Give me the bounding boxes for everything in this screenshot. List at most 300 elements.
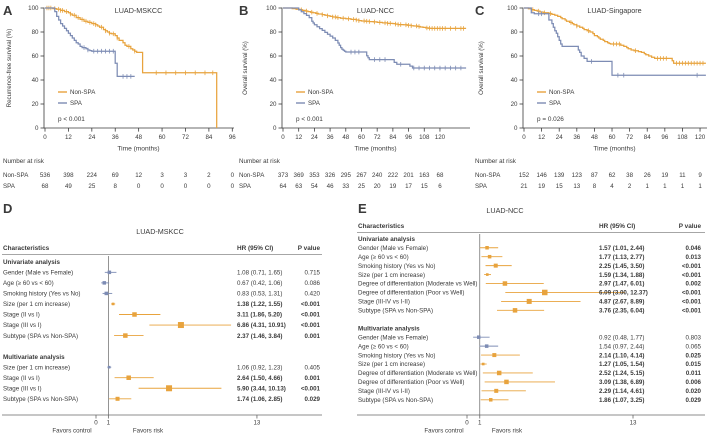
p-value-text: 0.015 (685, 361, 701, 369)
x-tick-label: 96 (405, 134, 413, 141)
x-tick-label: 108 (677, 134, 688, 141)
x-tick-label: 24 (555, 134, 563, 141)
x-tick-label: 36 (326, 134, 334, 141)
forest-panel-D (0, 198, 354, 437)
forest-row (358, 397, 702, 404)
hr-marker (166, 385, 172, 391)
hr-marker (527, 299, 532, 304)
p-value-text: 0.020 (685, 388, 701, 396)
y-axis-label: Overall survival (%) (478, 41, 485, 95)
y-tick-label: 60 (269, 53, 277, 61)
hr-marker (178, 322, 184, 328)
forest-row-label: Degree of differentiation (Poor vs Well) (358, 379, 465, 387)
forest-row-label: Age (≥ 60 vs < 60) (3, 280, 54, 288)
km-panel-C (472, 0, 709, 198)
hr-ci-text: 2.14 (1.10, 4.14) (599, 352, 645, 360)
hr-ci-text: 2.64 (1.50, 4.66) (237, 374, 283, 382)
forest-axis-tick-label: 1 (106, 419, 111, 427)
risk-count: 2 (207, 172, 211, 179)
km-curve-non-spa (45, 8, 217, 128)
p-value-text: 0.029 (685, 397, 701, 404)
risk-count: 536 (39, 172, 51, 179)
risk-count: 123 (571, 172, 582, 179)
risk-count: 8 (113, 183, 117, 190)
risk-count: 222 (387, 172, 399, 179)
hr-marker (492, 353, 496, 357)
hr-marker (488, 255, 492, 259)
risk-count: 20 (373, 183, 381, 190)
hr-ci-text: 0.83 (0.53, 1.31) (237, 290, 283, 298)
hr-ci-text: 2.37 (1.46, 3.84) (237, 332, 283, 340)
y-tick-label: 80 (31, 29, 39, 37)
risk-row-label: SPA (3, 183, 15, 190)
p-value: p = 0.026 (537, 116, 564, 123)
x-tick-label: 84 (643, 134, 651, 141)
risk-count: 224 (86, 172, 97, 179)
p-value-text: 0.046 (685, 244, 701, 252)
risk-count: 267 (356, 172, 367, 179)
p-value-text: <0.001 (300, 301, 320, 309)
risk-count: 68 (41, 183, 49, 190)
forest-row (3, 291, 321, 298)
hr-ci-text: 0.92 (0.48, 1.77) (599, 334, 645, 342)
legend-label: SPA (308, 100, 320, 107)
forest-row (358, 281, 702, 288)
y-tick-label: 60 (510, 53, 518, 61)
hr-marker (116, 397, 120, 401)
risk-count: 9 (698, 172, 702, 179)
col-header-characteristics: Characteristics (3, 245, 50, 252)
hr-marker (123, 333, 128, 338)
hr-ci-text: 1.06 (0.92, 1.23) (237, 364, 283, 372)
km-curve-spa (524, 8, 706, 75)
hr-ci-text: 1.59 (1.34, 1.88) (599, 271, 645, 279)
p-value-text: 0.086 (304, 280, 320, 288)
y-tick-label: 60 (31, 53, 39, 61)
hr-marker (108, 271, 112, 275)
risk-count: 19 (661, 172, 669, 179)
y-axis-label: Overall survival (%) (242, 41, 249, 95)
risk-count: 25 (88, 183, 96, 190)
hr-ci-text: 1.77 (1.13, 2.77) (599, 253, 645, 261)
hr-marker (497, 371, 502, 376)
forest-row-label: Stage (III-IV vs I-II) (358, 298, 410, 306)
forest-row (358, 263, 702, 270)
x-axis-label: Time (months) (593, 145, 636, 153)
risk-count: 240 (372, 172, 383, 179)
forest-panels-row (0, 198, 709, 437)
hr-ci-text: 1.38 (1.22, 1.55) (237, 301, 283, 309)
forest-row (3, 322, 321, 329)
forest-row-label: Stage (II vs I) (3, 374, 40, 382)
panel-title: LUAD-NCC (486, 206, 524, 215)
p-value-text: 0.029 (304, 396, 320, 403)
forest-row (3, 301, 321, 308)
risk-row-label: SPA (239, 183, 251, 190)
hr-marker (494, 389, 498, 393)
risk-count: 46 (326, 183, 334, 190)
risk-count: 19 (389, 183, 397, 190)
x-tick-label: 12 (64, 134, 72, 141)
panel-title: LUAD-Singapore (587, 6, 642, 15)
risk-count: 69 (111, 172, 119, 179)
risk-count: 12 (135, 172, 143, 179)
panel-letter: D (3, 201, 13, 216)
risk-count: 398 (63, 172, 74, 179)
risk-count: 3 (183, 172, 188, 179)
forest-row (3, 270, 321, 277)
risk-count: 13 (573, 183, 581, 190)
forest-row (358, 272, 702, 279)
x-axis-label: Time (months) (354, 145, 397, 153)
risk-count: 64 (279, 183, 287, 190)
x-tick-label: 0 (43, 134, 47, 141)
forest-row-label: Stage (II vs I) (3, 311, 40, 319)
risk-count: 38 (626, 172, 634, 179)
hr-ci-text: 4.87 (2.67, 8.89) (599, 298, 645, 306)
forest-row-label: Stage (III vs I) (3, 385, 42, 393)
panel-title: LUAD-MSKCC (114, 6, 163, 15)
risk-count: 369 (293, 172, 304, 179)
risk-count: 146 (536, 172, 547, 179)
forest-section-heading: Univariate analysis (3, 259, 61, 266)
hr-marker (503, 281, 508, 286)
hr-ci-text: 1.57 (1.01, 2.44) (599, 244, 645, 252)
favors-risk-label: Favors risk (491, 427, 523, 435)
km-curve-non-spa (524, 8, 706, 63)
forest-row (358, 290, 702, 297)
risk-count: 54 (310, 183, 318, 190)
y-tick-label: 20 (269, 101, 277, 109)
forest-row-label: Subtype (SPA vs Non-SPA) (358, 397, 434, 404)
y-axis-label: Recurrence-free survival (%) (6, 28, 13, 108)
risk-row-label: Non-SPA (3, 172, 29, 179)
legend-label: SPA (549, 100, 561, 107)
hr-ci-text: 1.08 (0.71, 1.65) (237, 269, 283, 277)
risk-count: 163 (419, 172, 430, 179)
risk-count: 295 (340, 172, 351, 179)
x-tick-label: 0 (281, 134, 285, 141)
y-tick-label: 40 (269, 77, 277, 85)
legend-label: Non-SPA (308, 89, 334, 96)
hr-marker (542, 290, 548, 296)
y-tick-label: 80 (269, 29, 277, 37)
p-value-text: 0.002 (685, 280, 701, 288)
p-value-text: 0.065 (685, 343, 701, 351)
x-axis-label: Time (months) (117, 145, 160, 153)
risk-count: 87 (590, 172, 598, 179)
p-value-text: <0.001 (681, 298, 701, 306)
x-tick-label: 84 (205, 134, 213, 141)
x-tick-label: 36 (573, 134, 581, 141)
risk-count: 26 (643, 172, 651, 179)
forest-row-label: Subtype (SPA vs Non-SPA) (3, 396, 79, 403)
p-value-text: <0.001 (300, 322, 320, 330)
x-tick-label: 96 (228, 134, 236, 141)
forest-row (358, 254, 702, 261)
y-tick-label: 0 (273, 125, 277, 133)
forest-row-label: Gender (Male vs Female) (358, 334, 429, 342)
risk-count: 0 (183, 183, 188, 190)
risk-count: 3 (160, 172, 164, 179)
hr-ci-text: 2.25 (1.45, 3.50) (599, 262, 645, 270)
risk-table-header: Number at risk (475, 158, 516, 165)
p-value-text: 0.013 (685, 253, 701, 261)
forest-row (3, 375, 321, 382)
y-tick-label: 100 (28, 5, 39, 13)
forest-row (3, 385, 321, 392)
x-tick-label: 72 (626, 134, 634, 141)
col-header-hr: HR (95% CI) (237, 245, 274, 252)
forest-row (358, 388, 702, 395)
hr-ci-text: 6.86 (4.31, 10.91) (237, 322, 286, 330)
risk-count: 63 (295, 183, 303, 190)
legend-label: SPA (70, 100, 82, 107)
censor-ticks-spa (351, 50, 461, 71)
hr-marker (485, 344, 489, 348)
hr-marker (489, 398, 493, 402)
forest-row-label: Subtype (SPA vs Non-SPA) (358, 307, 434, 315)
forest-row-label: Size (per 1 cm increase) (3, 301, 71, 309)
risk-table (475, 158, 702, 190)
risk-count: 1 (698, 183, 702, 190)
favors-risk-label: Favors risk (132, 427, 164, 435)
km-panels-row (0, 0, 709, 198)
forest-row (358, 299, 702, 306)
forest-row-label: Degree of differentiation (Poor vs Well) (358, 289, 465, 297)
risk-count: 15 (420, 183, 428, 190)
x-tick-label: 24 (310, 134, 318, 141)
y-tick-label: 40 (510, 77, 518, 85)
x-tick-label: 84 (389, 134, 397, 141)
forest-row-label: Smoking history (Yes vs No) (358, 262, 436, 270)
p-value-text: 0.001 (304, 332, 320, 340)
y-tick-label: 100 (266, 5, 277, 13)
x-tick-label: 108 (419, 134, 430, 141)
hr-marker (482, 363, 485, 366)
forest-row (3, 280, 321, 287)
risk-table-header: Number at risk (239, 158, 280, 165)
p-value-text: 0.011 (685, 370, 701, 378)
y-tick-label: 0 (35, 125, 39, 133)
km-panel-B (236, 0, 472, 198)
forest-row-label: Subtype (SPA vs Non-SPA) (3, 332, 79, 340)
hr-marker (477, 335, 481, 339)
forest-row (358, 245, 702, 252)
p-value-text: 0.025 (685, 352, 701, 360)
hr-ci-text: 3.11 (1.86, 5.20) (237, 311, 283, 319)
y-tick-label: 20 (31, 101, 39, 109)
p-value-text: 0.715 (304, 269, 320, 277)
panel-letter: C (475, 3, 485, 18)
forest-row (358, 343, 702, 350)
hr-marker (485, 246, 489, 250)
risk-count: 15 (555, 183, 563, 190)
hr-marker (486, 273, 489, 276)
risk-table (3, 158, 235, 190)
risk-count: 62 (608, 172, 616, 179)
hr-marker (126, 375, 131, 380)
col-header-p: P value (678, 223, 701, 230)
forest-row-label: Age (≥ 60 vs < 60) (358, 253, 409, 261)
risk-count: 353 (309, 172, 320, 179)
p-value-text: 0.803 (685, 334, 701, 342)
panel-title: LUAD-MSKCC (136, 227, 184, 236)
hr-ci-text: 1.27 (1.05, 1.54) (599, 361, 645, 369)
risk-count: 11 (679, 172, 686, 179)
forest-row (358, 334, 702, 341)
x-tick-label: 72 (373, 134, 381, 141)
panel-title: LUAD-NCC (356, 6, 395, 15)
forest-row-label: Gender (Male vs Female) (3, 269, 74, 277)
forest-row-label: Degree of differentiation (Moderate vs Well) (358, 280, 478, 288)
p-value-text: <0.001 (681, 307, 701, 315)
hr-marker (108, 366, 111, 369)
forest-row-label: Age (≥ 60 vs < 60) (358, 343, 409, 351)
y-tick-label: 40 (31, 77, 39, 85)
forest-row-label: Gender (Male vs Female) (358, 244, 429, 252)
forest-row-label: Size (per 1 cm increase) (358, 361, 426, 369)
x-tick-label: 48 (590, 134, 598, 141)
x-tick-label: 60 (158, 134, 166, 141)
hr-ci-text: 2.97 (1.47, 6.01) (599, 280, 645, 288)
favors-control-label: Favors control (52, 427, 92, 435)
x-tick-label: 48 (342, 134, 350, 141)
p-value-text: <0.001 (681, 262, 701, 270)
hr-marker (132, 312, 137, 317)
p-value: p < 0.001 (296, 116, 323, 123)
hr-ci-text: 1.86 (1.07, 3.25) (599, 397, 645, 404)
risk-count: 19 (538, 183, 546, 190)
p-value-text: <0.001 (681, 271, 701, 279)
p-value-text: 0.001 (304, 374, 320, 382)
y-tick-label: 80 (510, 29, 518, 37)
x-tick-label: 12 (295, 134, 303, 141)
x-tick-label: 120 (434, 134, 446, 141)
risk-count: 0 (230, 183, 235, 190)
forest-row-label: Smoking history (Yes vs No) (358, 352, 436, 360)
x-tick-label: 120 (694, 134, 706, 141)
x-tick-label: 48 (135, 134, 143, 141)
forest-row (358, 361, 702, 368)
hr-ci-text: 5.90 (3.44, 10.13) (237, 385, 286, 393)
hr-ci-text: 2.52 (1.24, 5.15) (599, 370, 645, 378)
y-tick-label: 100 (507, 5, 518, 13)
forest-row-label: Size (per 1 cm increase) (358, 271, 426, 279)
x-tick-label: 96 (661, 134, 669, 141)
hr-ci-text: 3.76 (2.35, 6.04) (599, 307, 645, 315)
hr-marker (504, 380, 509, 385)
risk-row-label: SPA (475, 183, 487, 190)
hr-marker (105, 292, 109, 296)
risk-count: 21 (520, 183, 528, 190)
risk-count: 326 (324, 172, 336, 179)
hr-marker (112, 303, 115, 306)
risk-row-label: Non-SPA (239, 172, 265, 179)
hr-marker (103, 281, 107, 285)
km-panel-A (0, 0, 236, 198)
risk-table-header: Number at risk (3, 158, 44, 165)
legend-label: Non-SPA (70, 89, 96, 96)
forest-section-heading: Multivariate analysis (358, 325, 420, 333)
p-value: p < 0.001 (58, 116, 85, 123)
forest-axis-tick-label: 13 (253, 419, 261, 427)
forest-row (358, 370, 702, 377)
risk-count: 68 (436, 172, 444, 179)
hr-ci-text: 2.29 (1.14, 4.61) (599, 388, 645, 396)
x-tick-label: 72 (182, 134, 189, 141)
censor-ticks-non-spa (47, 6, 213, 75)
risk-count: 33 (342, 183, 350, 190)
risk-count: 2 (627, 183, 632, 190)
risk-count: 0 (230, 172, 235, 179)
forest-row-label: Size (per 1 cm increase) (3, 364, 71, 372)
x-tick-label: 24 (88, 134, 96, 141)
x-tick-label: 60 (358, 134, 365, 141)
p-value-text: <0.001 (681, 289, 701, 297)
risk-count: 25 (358, 183, 365, 190)
hr-ci-text: 1.74 (1.06, 2.85) (237, 396, 283, 403)
risk-count: 201 (403, 172, 414, 179)
risk-count: 152 (518, 172, 530, 179)
risk-count: 373 (277, 172, 289, 179)
legend-label: Non-SPA (549, 89, 575, 96)
p-value-text: <0.001 (300, 385, 320, 393)
p-value-text: 0.420 (304, 290, 320, 298)
x-tick-label: 12 (538, 134, 546, 141)
forest-row (3, 333, 321, 340)
x-tick-label: 0 (522, 134, 526, 141)
forest-axis-tick-label: 1 (478, 419, 482, 427)
panel-letter: B (239, 3, 249, 18)
forest-row-label: Stage (III-IV vs I-II) (358, 388, 410, 396)
forest-row (3, 312, 321, 319)
risk-count: 0 (160, 183, 164, 190)
forest-axis-tick-label: 13 (629, 419, 637, 427)
panel-letter: A (3, 3, 13, 18)
forest-row (358, 308, 702, 315)
forest-section-heading: Univariate analysis (358, 236, 416, 243)
col-header-p: P value (297, 245, 320, 252)
hr-ci-text: 3.09 (1.38, 6.89) (599, 379, 645, 387)
km-curve-spa (45, 8, 135, 76)
forest-panel-E (355, 198, 709, 437)
forest-row (3, 364, 321, 371)
forest-row-label: Smoking history (Yes vs No) (3, 290, 81, 298)
risk-table (239, 158, 444, 190)
hr-marker (494, 264, 498, 268)
panel-letter: E (358, 201, 367, 216)
p-value-text: <0.001 (300, 311, 320, 319)
forest-row-label: Stage (III vs I) (3, 322, 42, 330)
risk-count: 8 (592, 183, 597, 190)
x-tick-label: 60 (608, 134, 616, 141)
forest-axis-tick-label: 0 (94, 419, 98, 427)
forest-row (358, 379, 702, 386)
risk-count: 6 (438, 183, 442, 190)
risk-count: 139 (554, 172, 565, 179)
risk-row-label: Non-SPA (475, 172, 501, 179)
risk-count: 1 (680, 183, 685, 190)
risk-count: 1 (663, 183, 667, 190)
risk-count: 0 (207, 183, 211, 190)
forest-axis-tick-label: 0 (465, 419, 469, 427)
forest-row-label: Degree of differentiation (Moderate vs Well) (358, 370, 478, 378)
hr-ci-text: 6.09 (3.00, 12.37) (599, 289, 648, 297)
favors-control-label: Favors control (424, 427, 464, 435)
col-header-hr: HR (95% CI) (599, 223, 636, 230)
y-tick-label: 20 (510, 101, 518, 109)
